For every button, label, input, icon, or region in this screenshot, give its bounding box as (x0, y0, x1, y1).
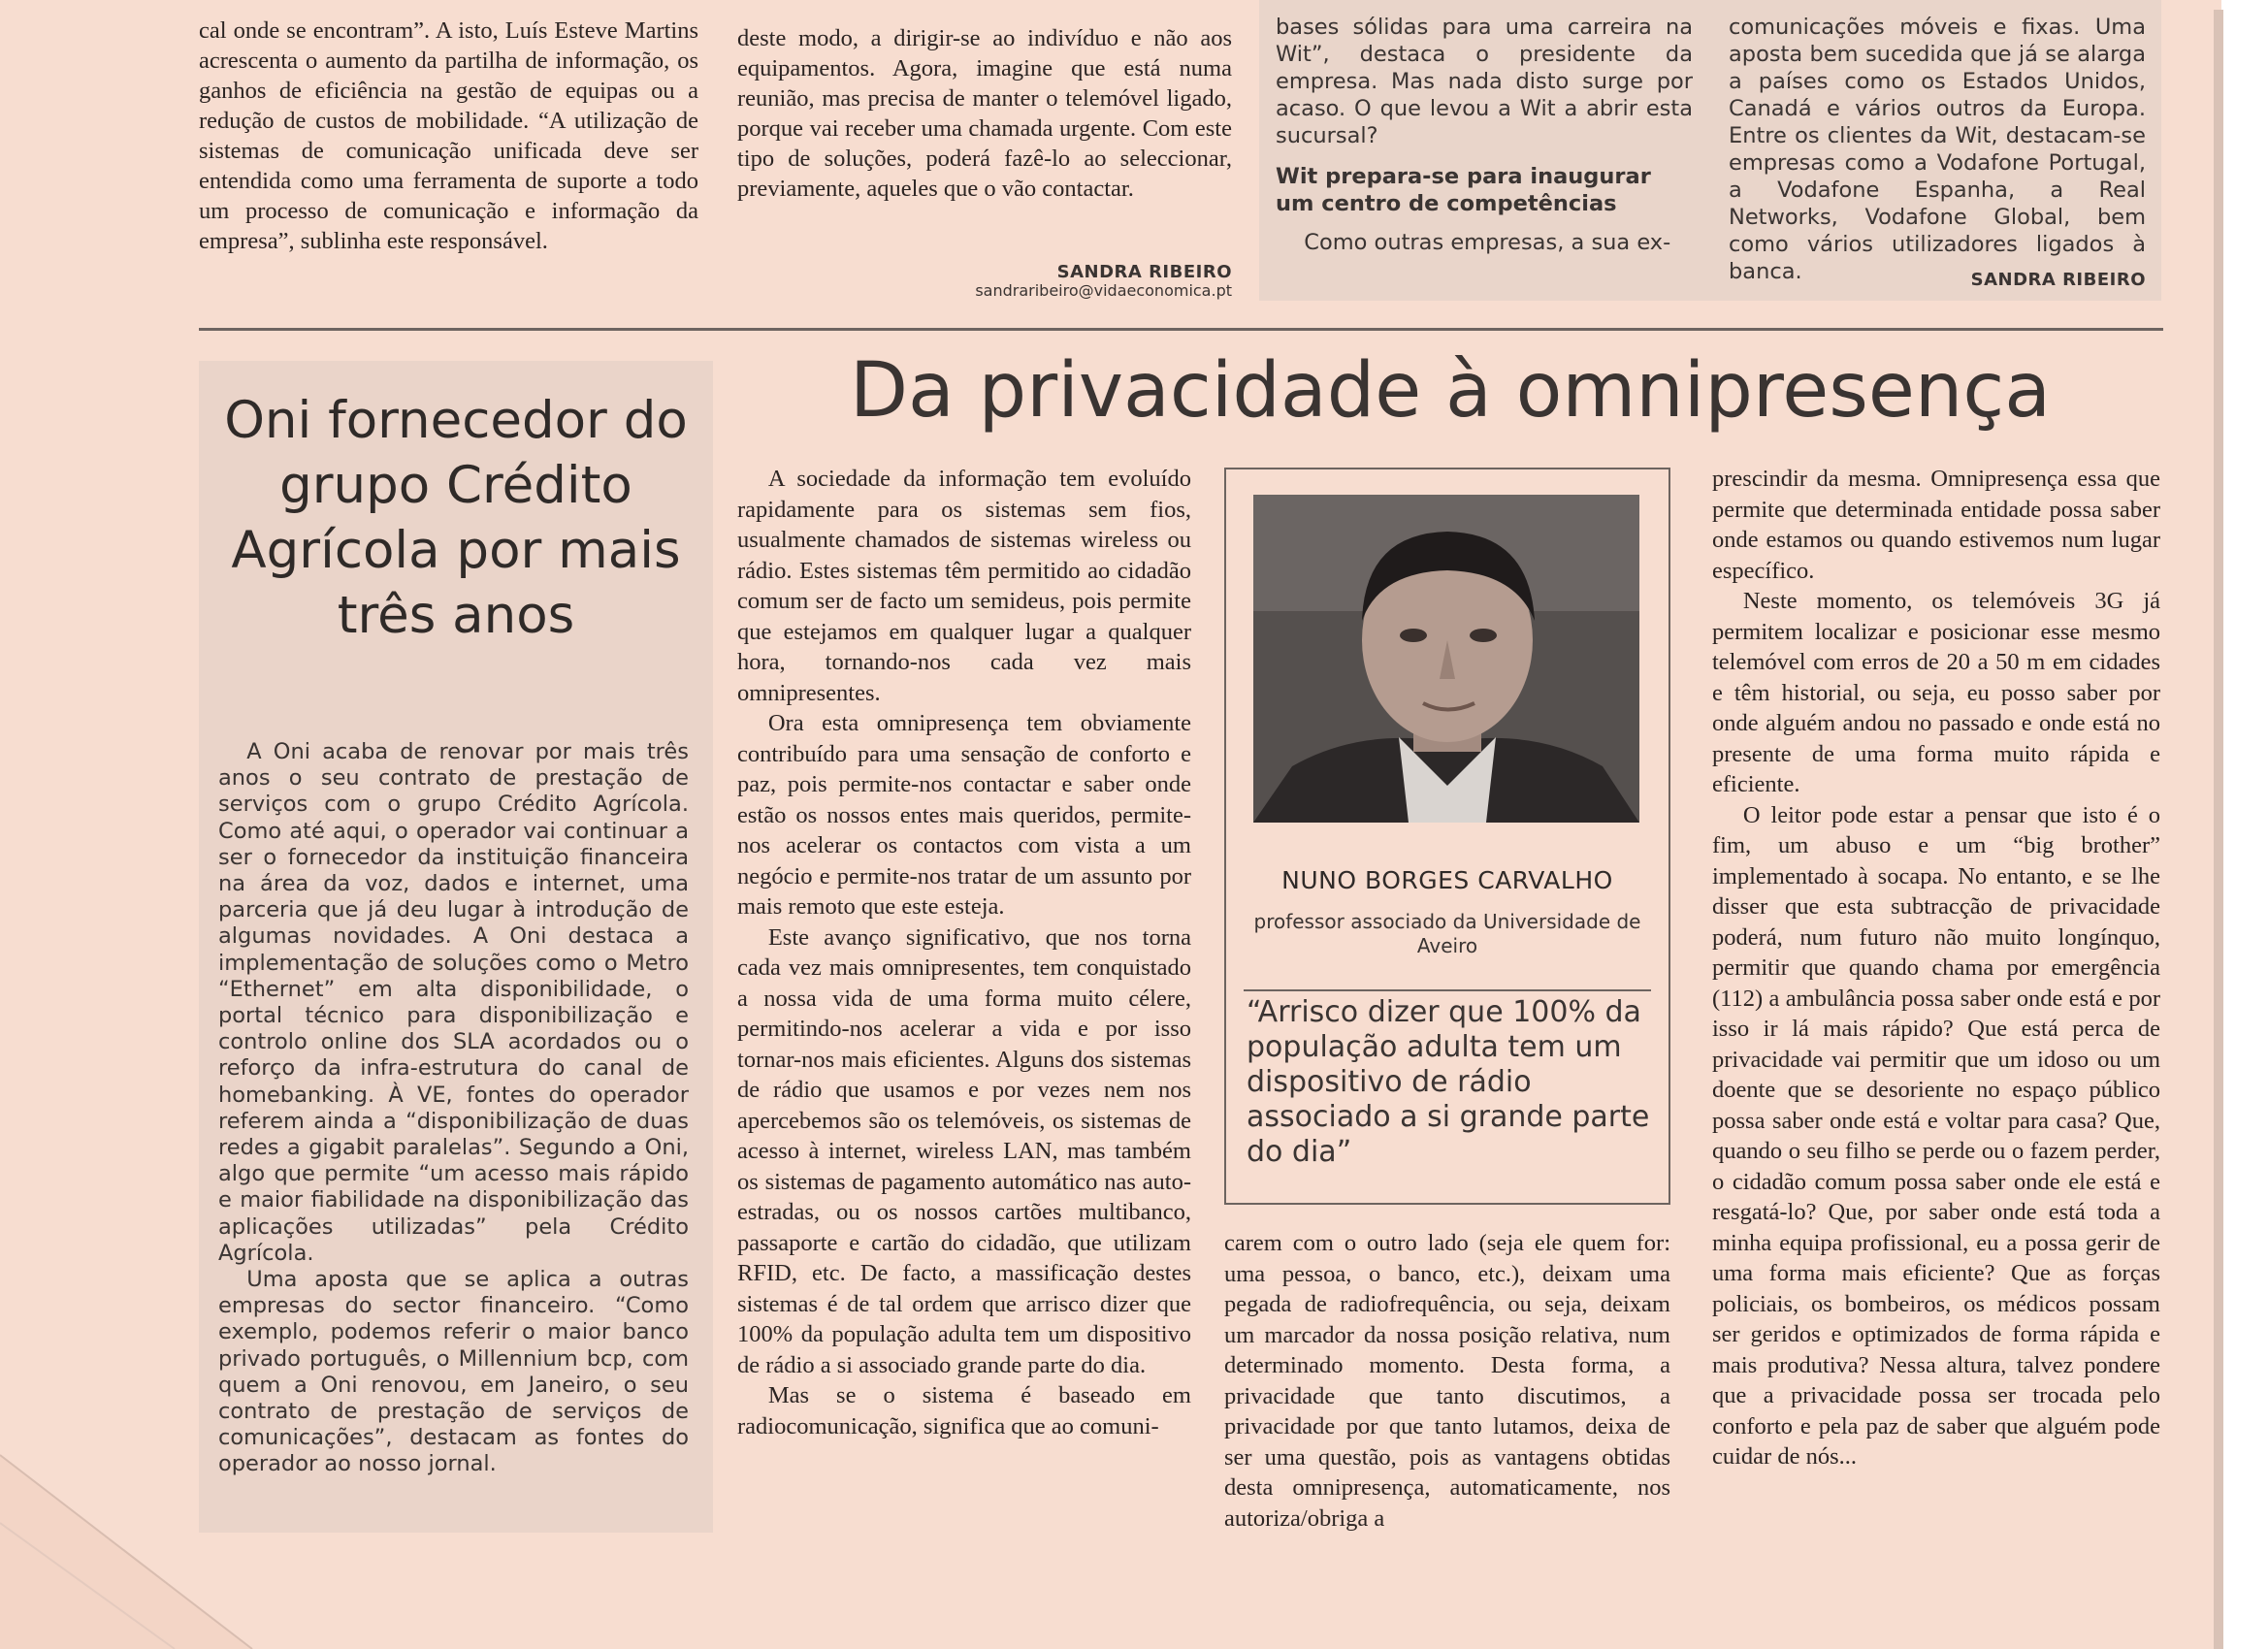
article-column-3 (1712, 464, 2160, 1540)
top-column-3-subhead: Wit prepara-se para inaugurar um centro de competências (1276, 164, 1651, 216)
sidebar-body (218, 739, 689, 1505)
top-column-2-email: sandraribeiro@vidaeconomica.pt (975, 281, 1232, 300)
quote-rule (1244, 989, 1651, 991)
top-column-4-byline: SANDRA RIBEIRO (1970, 270, 2146, 290)
section-divider-rule (199, 328, 2163, 331)
top-column-1 (199, 16, 698, 297)
article-paragraph: Mas se o sistema é baseado em radiocomunicação, significa que ao comuni- (737, 1382, 1191, 1439)
article-paragraph: Este avanço significativo, que nos torna cada vez mais omnipresentes, tem conquistado a nossa vida de uma forma muito célere, permitindo-nos acelerar a vida e por isso tornar-nos mais eficientes. Alguns dos sistemas de rádio que usamos e por vezes nem nos apercebemos são os telemóveis, os sistemas de acesso à internet, wireless LAN, mas também os sistemas de pagamento automático nas auto-estradas, ou os nossos cartões multibanco, passaporte e cartão do cidadão, que utilizam RFID, etc. De facto, a massificação destes sistemas é de tal ordem que arrisco dizer que 100% da população adulta tem um dispositivo de rádio a si associado grande parte do dia. (737, 923, 1191, 1378)
top-column-3-text: bases sólidas para uma carreira na Wit”, destaca o presidente da empresa. Mas nada disto surge por acaso. O que levou a Wit a abrir esta sucursal? (1276, 15, 1693, 148)
top-column-3-text-2: Como outras empresas, a sua ex- (1304, 230, 1671, 255)
sidebar-paragraph: A Oni acaba de renovar por mais três anos o seu contrato de prestação de serviços com o grupo Crédito Agrícola. Como até aqui, o operador vai continuar a ser o fornecedor da instituição financeira na área da voz, dados e internet, uma parceria que já deu lugar à introdução de algumas novidades. A Oni destaca a implementação de soluções como o Metro “Ethernet” em alta disponibilidade, o portal técnico para disponibilização e controlo online dos SLA acordados ou o reforço da infra-estrutura do canal de homebanking. À VE, fontes do operador referem ainda a “disponibilização de duas redes a gigabit paralelas”. Segundo a Oni, algo que permite “um acesso mais rápido e maior fiabilidade na disponibilização das aplicações utilizadas” pela Crédito Agrícola. (218, 739, 689, 1266)
article-paragraph: Neste momento, os telemóveis 3G já permitem localizar e posicionar esse mesmo telemóvel com erros de 20 a 50 m em cidades e têm historial, ou seja, eu posso saber por onde alguém andou no passado e onde está no presente de uma forma muito rápida e eficiente. (1712, 588, 2160, 797)
article-column-2 (1224, 1228, 1670, 1540)
top-column-4-text: comunicações móveis e fixas. Uma aposta bem sucedida que já se alarga a países como os Estados Unidos, Canadá e vários outros da Europa. Entre os clientes da Wit, destacam-se empresas como a Vodafone Portugal, a Vodafone Espanha, a Real Networks, Vodafone Global, bem como vários utilizadores ligados à banca. (1729, 15, 2146, 284)
article-paragraph: O leitor pode estar a pensar que isto é o fim, um abuso e um “big brother” implementado à socapa. No entanto, e se lhe disser que esta subtracção de privacidade poderá, num futuro não muito longínquo, permitir que quando chama por emergência (112) a ambulância possa saber onde está e por isso ir lá mais rápido? Que está perca de privacidade vai permitir que um idoso ou um doente que se desoriente no espaço público possa saber onde está e voltar para casa? Que, quando o seu filho se perde ou o fazem perder, o cidadão comum possa saber onde ele está e resgatá-lo? Que, por saber onde está toda a minha equipa profissional, eu a possa gerir de uma forma mais eficiente? Que as forças policiais, os bombeiros, os médicos possam ser geridos e optimizados de forma rápida e mais produtiva? Nessa altura, talvez pondere que a privacidade possa ser trocada pelo conforto e pela paz de saber que alguém pode cuidar de nós... (1712, 801, 2160, 1470)
folded-corner (0, 1416, 407, 1649)
top-column-2-byline: SANDRA RIBEIRO (1056, 262, 1232, 282)
top-column-2 (737, 23, 1232, 239)
portrait-image (1253, 495, 1639, 823)
article-headline: Da privacidade à omnipresença (849, 347, 2052, 435)
top-column-2-text: deste modo, a dirigir-se ao indivíduo e não aos equipamentos. Agora, imagine que está numa reunião, mas precisa de manter o telemóvel ligado, porque vai receber uma chamada urgente. Com este tipo de soluções, poderá fazê-lo ao seleccionar, previamente, aqueles que o vão contactar. (737, 25, 1232, 202)
sidebar-title: Oni fornecedor do grupo Crédito Agrícola por mais três anos (224, 391, 688, 645)
page-edge-shadow (2214, 10, 2223, 1649)
pull-quote: “Arrisco dizer que 100% da população adulta tem um dispositivo de rádio associado a si grande parte do dia” (1247, 995, 1650, 1169)
sidebar-paragraph: Uma aposta que se aplica a outras empresas do sector financeiro. “Como exemplo, podemos referir o maior banco privado português, o Millennium bcp, com quem a Oni renovou, em Janeiro, o seu contrato de prestação de serviços de comunicações”, destacam as fontes do operador ao nosso jornal. (218, 1267, 689, 1477)
top-column-1-text: cal onde se encontram”. A isto, Luís Esteve Martins acrescenta o aumento da partilha de informação, os ganhos de eficiência na gestão de equipas ou a redução de custos de mobilidade. “A utilização de sistemas de comunicação unificada deve ser entendida como uma ferramenta de suporte a todo um processo de comunicação e informação da empresa”, sublinha este responsável. (199, 17, 698, 254)
top-column-3 (1276, 14, 1693, 295)
article-paragraph: A sociedade da informação tem evoluído rapidamente para os sistemas sem fios, usualmente chamados de sistemas wireless ou rádio. Estes sistemas têm permitido ao cidadão comum ser de facto um semideus, pois permite que estejamos em qualquer lugar a qualquer hora, tornando-nos cada vez mais omnipresentes. (737, 466, 1191, 706)
article-column-2-text: carem com o outro lado (seja ele quem for: uma pessoa, o banco, etc.), deixam uma pegada de radiofrequência, ou seja, deixam um marcador da nossa posição relativa, num determinado momento. Desta forma, a privacidade que tanto discutimos, a privacidade por que tanto lutamos, deixa de ser uma questão, pois as vantagens obtidas desta omnipresença, automaticamente, nos autoriza/obriga a (1224, 1230, 1670, 1532)
person-name: NUNO BORGES CARVALHO (1281, 866, 1613, 894)
article-column-1 (737, 464, 1191, 1540)
portrait-photo (1253, 495, 1639, 823)
article-paragraph: Ora esta omnipresença tem obviamente contribuído para uma sensação de conforto e paz, pois permite-nos contactar e saber onde estão os nossos entes mais queridos, permite-nos acelerar os contactos com vista a um negócio e permite-nos tratar de um assunto por mais remoto que este esteja. (737, 710, 1191, 920)
person-role: professor associado da Universidade de Aveiro (1253, 910, 1641, 957)
article-paragraph: prescindir da mesma. Omnipresença essa que permite que determinada entidade possa saber onde estamos ou quando estivemos num lugar específico. (1712, 466, 2160, 584)
